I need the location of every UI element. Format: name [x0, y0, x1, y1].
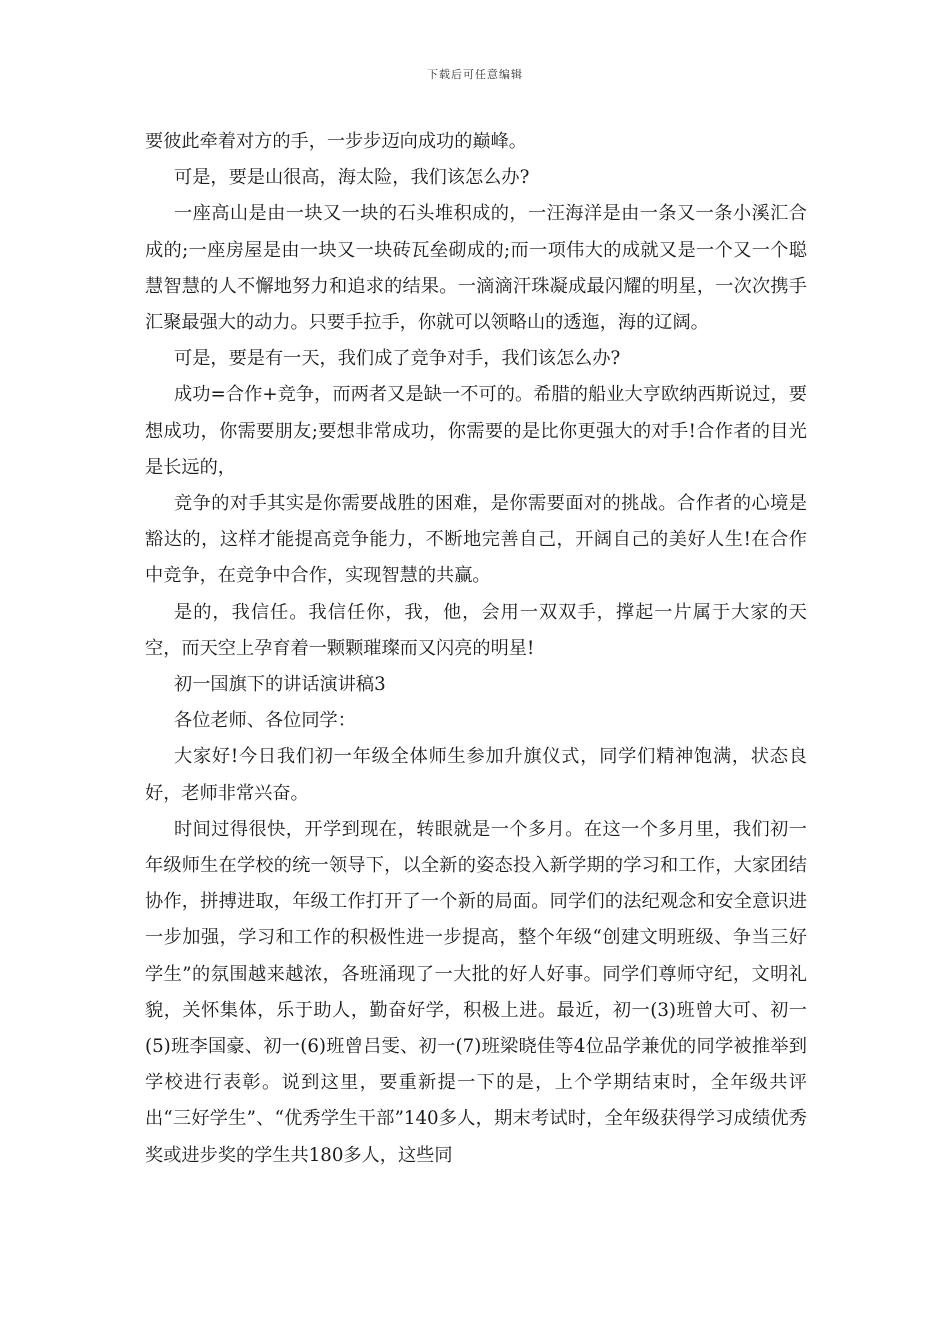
paragraph: 大家好!今日我们初一年级全体师生参加升旗仪式，同学们精神饱满，状态良好，老师非常兴奋。	[145, 746, 807, 804]
salutation: 各位老师、各位同学：	[174, 710, 356, 732]
page-header: 下载后可任意编辑	[427, 68, 523, 81]
document-body	[145, 124, 807, 1174]
paragraph: 竞争的对手其实是你需要战胜的困难，是你需要面对的挑战。合作者的心境是豁达的，这样才能提高竞争能力，不断地完善自己，开阔自己的美好人生!在合作中竞争，在竞争中合作，实现智慧的共赢。	[145, 493, 807, 587]
paragraph: 时间过得很快，开学到现在，转眼就是一个多月。在这一个多月里，我们初一年级师生在学校的统一领导下，以全新的姿态投入新学期的学习和工作，大家团结协作，拼搏进取，年级工作打开了一个新的局面。同学们的法纪观念和安全意识进一步加强，学习和工作的积极性进一步提高，整个年级“创建文明班级、争当三好学生”的氛围越来越浓，各班涌现了一大批的好人好事。同学们尊师守纪，文明礼貌，关怀集体，乐于助人，勤奋好学，积极上进。最近，初一(3)班曾大可、初一(5)班李国豪、初一(6)班曾吕雯、初一(7)班梁晓佳等4位品学兼优的同学被推举到学校进行表彰。说到这里，要重新提一下的是，上个学期结束时，全年级共评出“三好学生”、“优秀学生干部”140多人，期末考试时，全年级获得学习成绩优秀奖或进步奖的学生共180多人，这些同	[145, 818, 807, 1166]
paragraph: 可是，要是有一天，我们成了竞争对手，我们该怎么办?	[174, 348, 621, 370]
paragraph: 一座高山是由一块又一块的石头堆积成的，一汪海洋是由一条又一条小溪汇合成的;一座房屋是由一块又一块砖瓦垒砌成的;而一项伟大的成就又是一个又一个聪慧智慧的人不懈地努力和追求的结果。一滴滴汗珠凝成最闪耀的明星，一次次携手汇聚最强大的动力。只要手拉手，你就可以领略山的透迤，海的辽阔。	[145, 203, 807, 334]
paragraph: 可是，要是山很高，海太险，我们该怎么办?	[174, 167, 530, 189]
paragraph: 成功=合作+竞争，而两者又是缺一不可的。希腊的船业大亨欧纳西斯说过，要想成功，你需要朋友;要想非常成功，你需要的是比你更强大的对手!合作者的目光是长远的，	[145, 384, 807, 478]
section-title: 初一国旗下的讲话演讲稿3	[174, 674, 386, 696]
paragraph: 要彼此牵着对方的手，一步步迈向成功的巅峰。	[145, 131, 527, 152]
paragraph: 是的，我信任。我信任你，我，他，会用一双双手，撑起一片属于大家的天空，而天空上孕育着一颗颗璀璨而又闪亮的明星!	[145, 601, 807, 659]
